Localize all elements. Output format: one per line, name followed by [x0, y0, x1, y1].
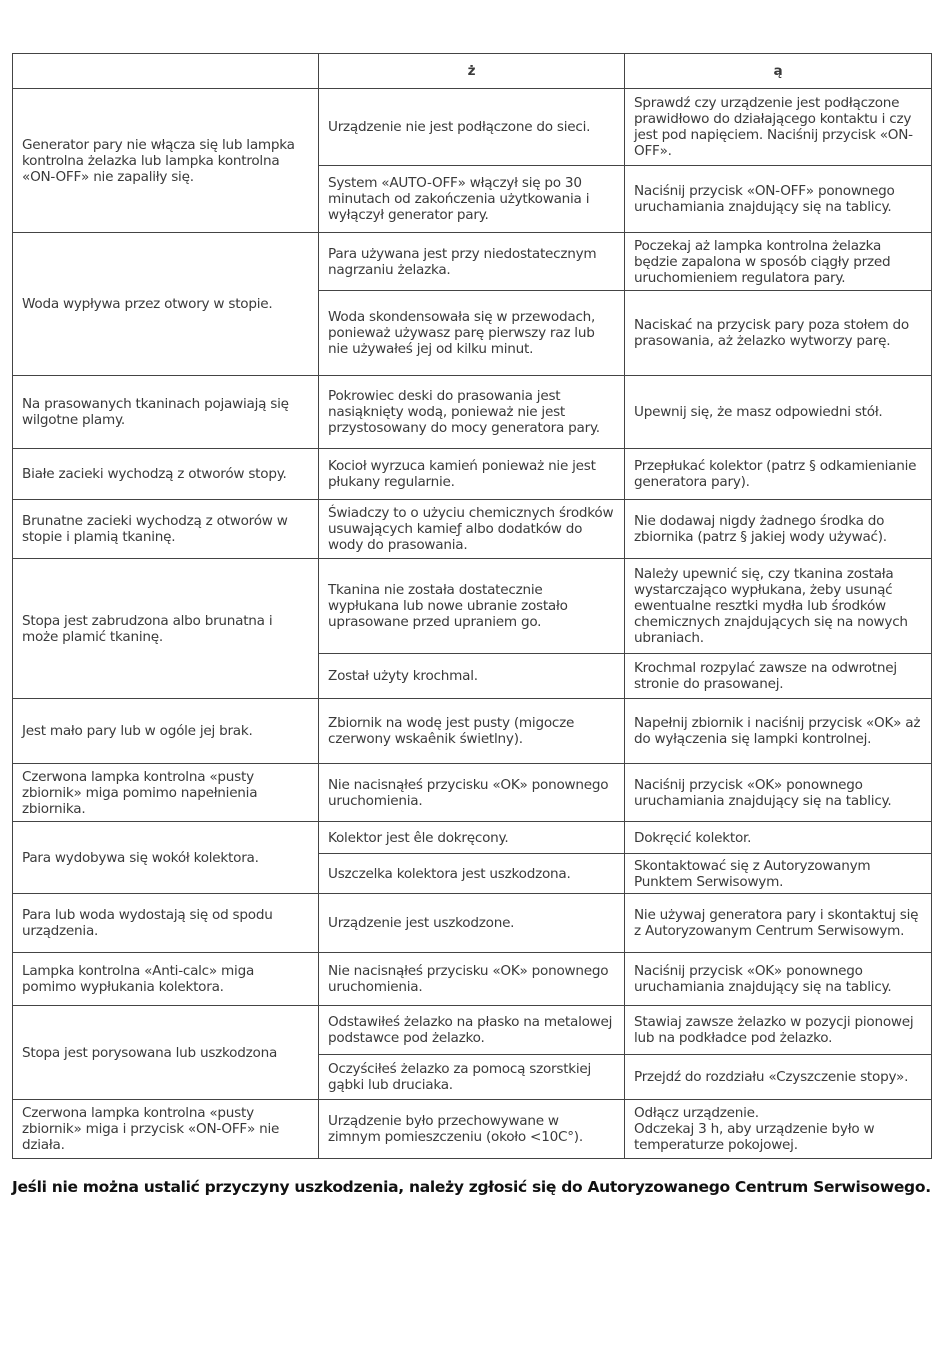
solution-cell: Poczekaj aż lampka kontrolna żelazka będzie zapalona w sposób ciągły przed uruchomieniem regulatora pary.: [625, 233, 932, 291]
table-row: [13, 559, 932, 654]
cause-cell: Urządzenie nie jest podłączone do sieci.: [319, 89, 625, 166]
cause-cell: Został użyty krochmal.: [319, 654, 625, 699]
table-row: [13, 500, 932, 559]
problem-cell: Czerwona lampka kontrolna «pusty zbiornik» miga pomimo napełnienia zbiornika.: [13, 764, 319, 822]
cause-cell: Nie nacisnąłeś przycisku «OK» ponownego uruchomienia.: [319, 953, 625, 1006]
cause-cell: Zbiornik na wodę jest pusty (migocze czerwony wskaênik świetlny).: [319, 699, 625, 764]
table-row: [13, 764, 932, 822]
solution-cell: Odłącz urządzenie. Odczekaj 3 h, aby urządzenie było w temperaturze pokojowej.: [625, 1100, 932, 1159]
table-row: [13, 89, 932, 166]
cause-cell: Nie nacisnąłeś przycisku «OK» ponownego uruchomienia.: [319, 764, 625, 822]
table-row: [13, 1100, 932, 1159]
problem-cell: Lampka kontrolna «Anti-calc» miga pomimo wypłukania kolektora.: [13, 953, 319, 1006]
cause-cell: Odstawiłeś żelazko na płasko na metalowej podstawce pod żelazko.: [319, 1006, 625, 1055]
cause-cell: Tkanina nie została dostatecznie wypłukana lub nowe ubranie zostało uprasowane przed upraniem go.: [319, 559, 625, 654]
solution-cell: Naciśnij przycisk «OK» ponownego uruchamiania znajdujący się na tablicy.: [625, 953, 932, 1006]
troubleshooting-page: [12, 53, 931, 1196]
table-row: [13, 822, 932, 854]
solution-cell: Skontaktować się z Autoryzowanym Punktem Serwisowym.: [625, 854, 932, 894]
table-row: [13, 449, 932, 500]
cause-cell: Woda skondensowała się w przewodach, ponieważ używasz parę pierwszy raz lub nie używałeś jej od kilku minut.: [319, 291, 625, 376]
solution-cell: Przejdź do rozdziału «Czyszczenie stopy».: [625, 1055, 932, 1100]
solution-cell: Dokręcić kolektor.: [625, 822, 932, 854]
table-row: [13, 699, 932, 764]
cause-cell: Para używana jest przy niedostatecznym nagrzaniu żelazka.: [319, 233, 625, 291]
solution-cell: Naciśnij przycisk «OK» ponownego uruchamiania znajdujący się na tablicy.: [625, 764, 932, 822]
cause-cell: Pokrowiec deski do prasowania jest nasiąknięty wodą, ponieważ nie jest przystosowany do mocy generatora pary.: [319, 376, 625, 449]
cause-cell: Oczyściłeś żelazko za pomocą szorstkiej gąbki lub druciaka.: [319, 1055, 625, 1100]
cause-cell: Urządzenie jest uszkodzone.: [319, 894, 625, 953]
cause-cell: Kocioł wyrzuca kamień ponieważ nie jest płukany regularnie.: [319, 449, 625, 500]
table-row: [13, 894, 932, 953]
problem-cell: Stopa jest zabrudzona albo brunatna i może plamić tkaninę.: [13, 559, 319, 699]
problem-cell: Woda wypływa przez otwory w stopie.: [13, 233, 319, 376]
troubleshooting-table: [12, 53, 932, 1159]
problem-cell: Jest mało pary lub w ogóle jej brak.: [13, 699, 319, 764]
table-row: [13, 376, 932, 449]
header-problem: [13, 54, 319, 89]
header-cause: ż: [319, 54, 625, 89]
table-row: [13, 1006, 932, 1055]
solution-cell: Krochmal rozpylać zawsze na odwrotnej stronie do prasowanej.: [625, 654, 932, 699]
problem-cell: Czerwona lampka kontrolna «pusty zbiornik» miga i przycisk «ON-OFF» nie działa.: [13, 1100, 319, 1159]
solution-cell: Przepłukać kolektor (patrz § odkamienianie generatora pary).: [625, 449, 932, 500]
problem-cell: Białe zacieki wychodzą z otworów stopy.: [13, 449, 319, 500]
table-row: [13, 953, 932, 1006]
solution-cell: Należy upewnić się, czy tkanina została wystarczająco wypłukana, żeby usunąć ewentualne resztki mydła lub środków chemicznych znajdujących się na nowych ubraniach.: [625, 559, 932, 654]
solution-cell: Napełnij zbiornik i naciśnij przycisk «OK» aż do wyłączenia się lampki kontrolnej.: [625, 699, 932, 764]
solution-cell: Stawiaj zawsze żelazko w pozycji pionowej lub na podkładce pod żelazko.: [625, 1006, 932, 1055]
problem-cell: Stopa jest porysowana lub uszkodzona: [13, 1006, 319, 1100]
solution-cell: Naciśnij przycisk «ON-OFF» ponownego uruchamiania znajdujący się na tablicy.: [625, 166, 932, 233]
problem-cell: Generator pary nie włącza się lub lampka kontrolna żelazka lub lampka kontrolna «ON-OFF» nie zapaliły się.: [13, 89, 319, 233]
solution-cell: Naciskać na przycisk pary poza stołem do prasowania, aż żelazko wytworzy parę.: [625, 291, 932, 376]
problem-cell: Para wydobywa się wokół kolektora.: [13, 822, 319, 894]
header-row: [13, 54, 932, 89]
problem-cell: Brunatne zacieki wychodzą z otworów w stopie i plamią tkaninę.: [13, 500, 319, 559]
solution-cell: Nie dodawaj nigdy żadnego środka do zbiornika (patrz § jakiej wody używać).: [625, 500, 932, 559]
footer-note: Jeśli nie można ustalić przyczyny uszkodzenia, należy zgłosić się do Autoryzowanego Centrum Serwisowego.: [12, 1178, 931, 1196]
cause-cell: System «AUTO-OFF» włączył się po 30 minutach od zakończenia użytkowania i wyłączył generator pary.: [319, 166, 625, 233]
table-row: [13, 233, 932, 291]
solution-cell: Sprawdź czy urządzenie jest podłączone prawidłowo do działającego kontaktu i czy jest pod napięciem. Naciśnij przycisk «ON-OFF».: [625, 89, 932, 166]
cause-cell: Kolektor jest êle dokręcony.: [319, 822, 625, 854]
header-solution: ą: [625, 54, 932, 89]
cause-cell: Świadczy to o użyciu chemicznych środków usuwających kamieƒ albo dodatków do wody do prasowania.: [319, 500, 625, 559]
solution-cell: Nie używaj generatora pary i skontaktuj się z Autoryzowanym Centrum Serwisowym.: [625, 894, 932, 953]
cause-cell: Uszczelka kolektora jest uszkodzona.: [319, 854, 625, 894]
problem-cell: Na prasowanych tkaninach pojawiają się wilgotne plamy.: [13, 376, 319, 449]
solution-cell: Upewnij się, że masz odpowiedni stół.: [625, 376, 932, 449]
problem-cell: Para lub woda wydostają się od spodu urządzenia.: [13, 894, 319, 953]
cause-cell: Urządzenie było przechowywane w zimnym pomieszczeniu (około <10C°).: [319, 1100, 625, 1159]
